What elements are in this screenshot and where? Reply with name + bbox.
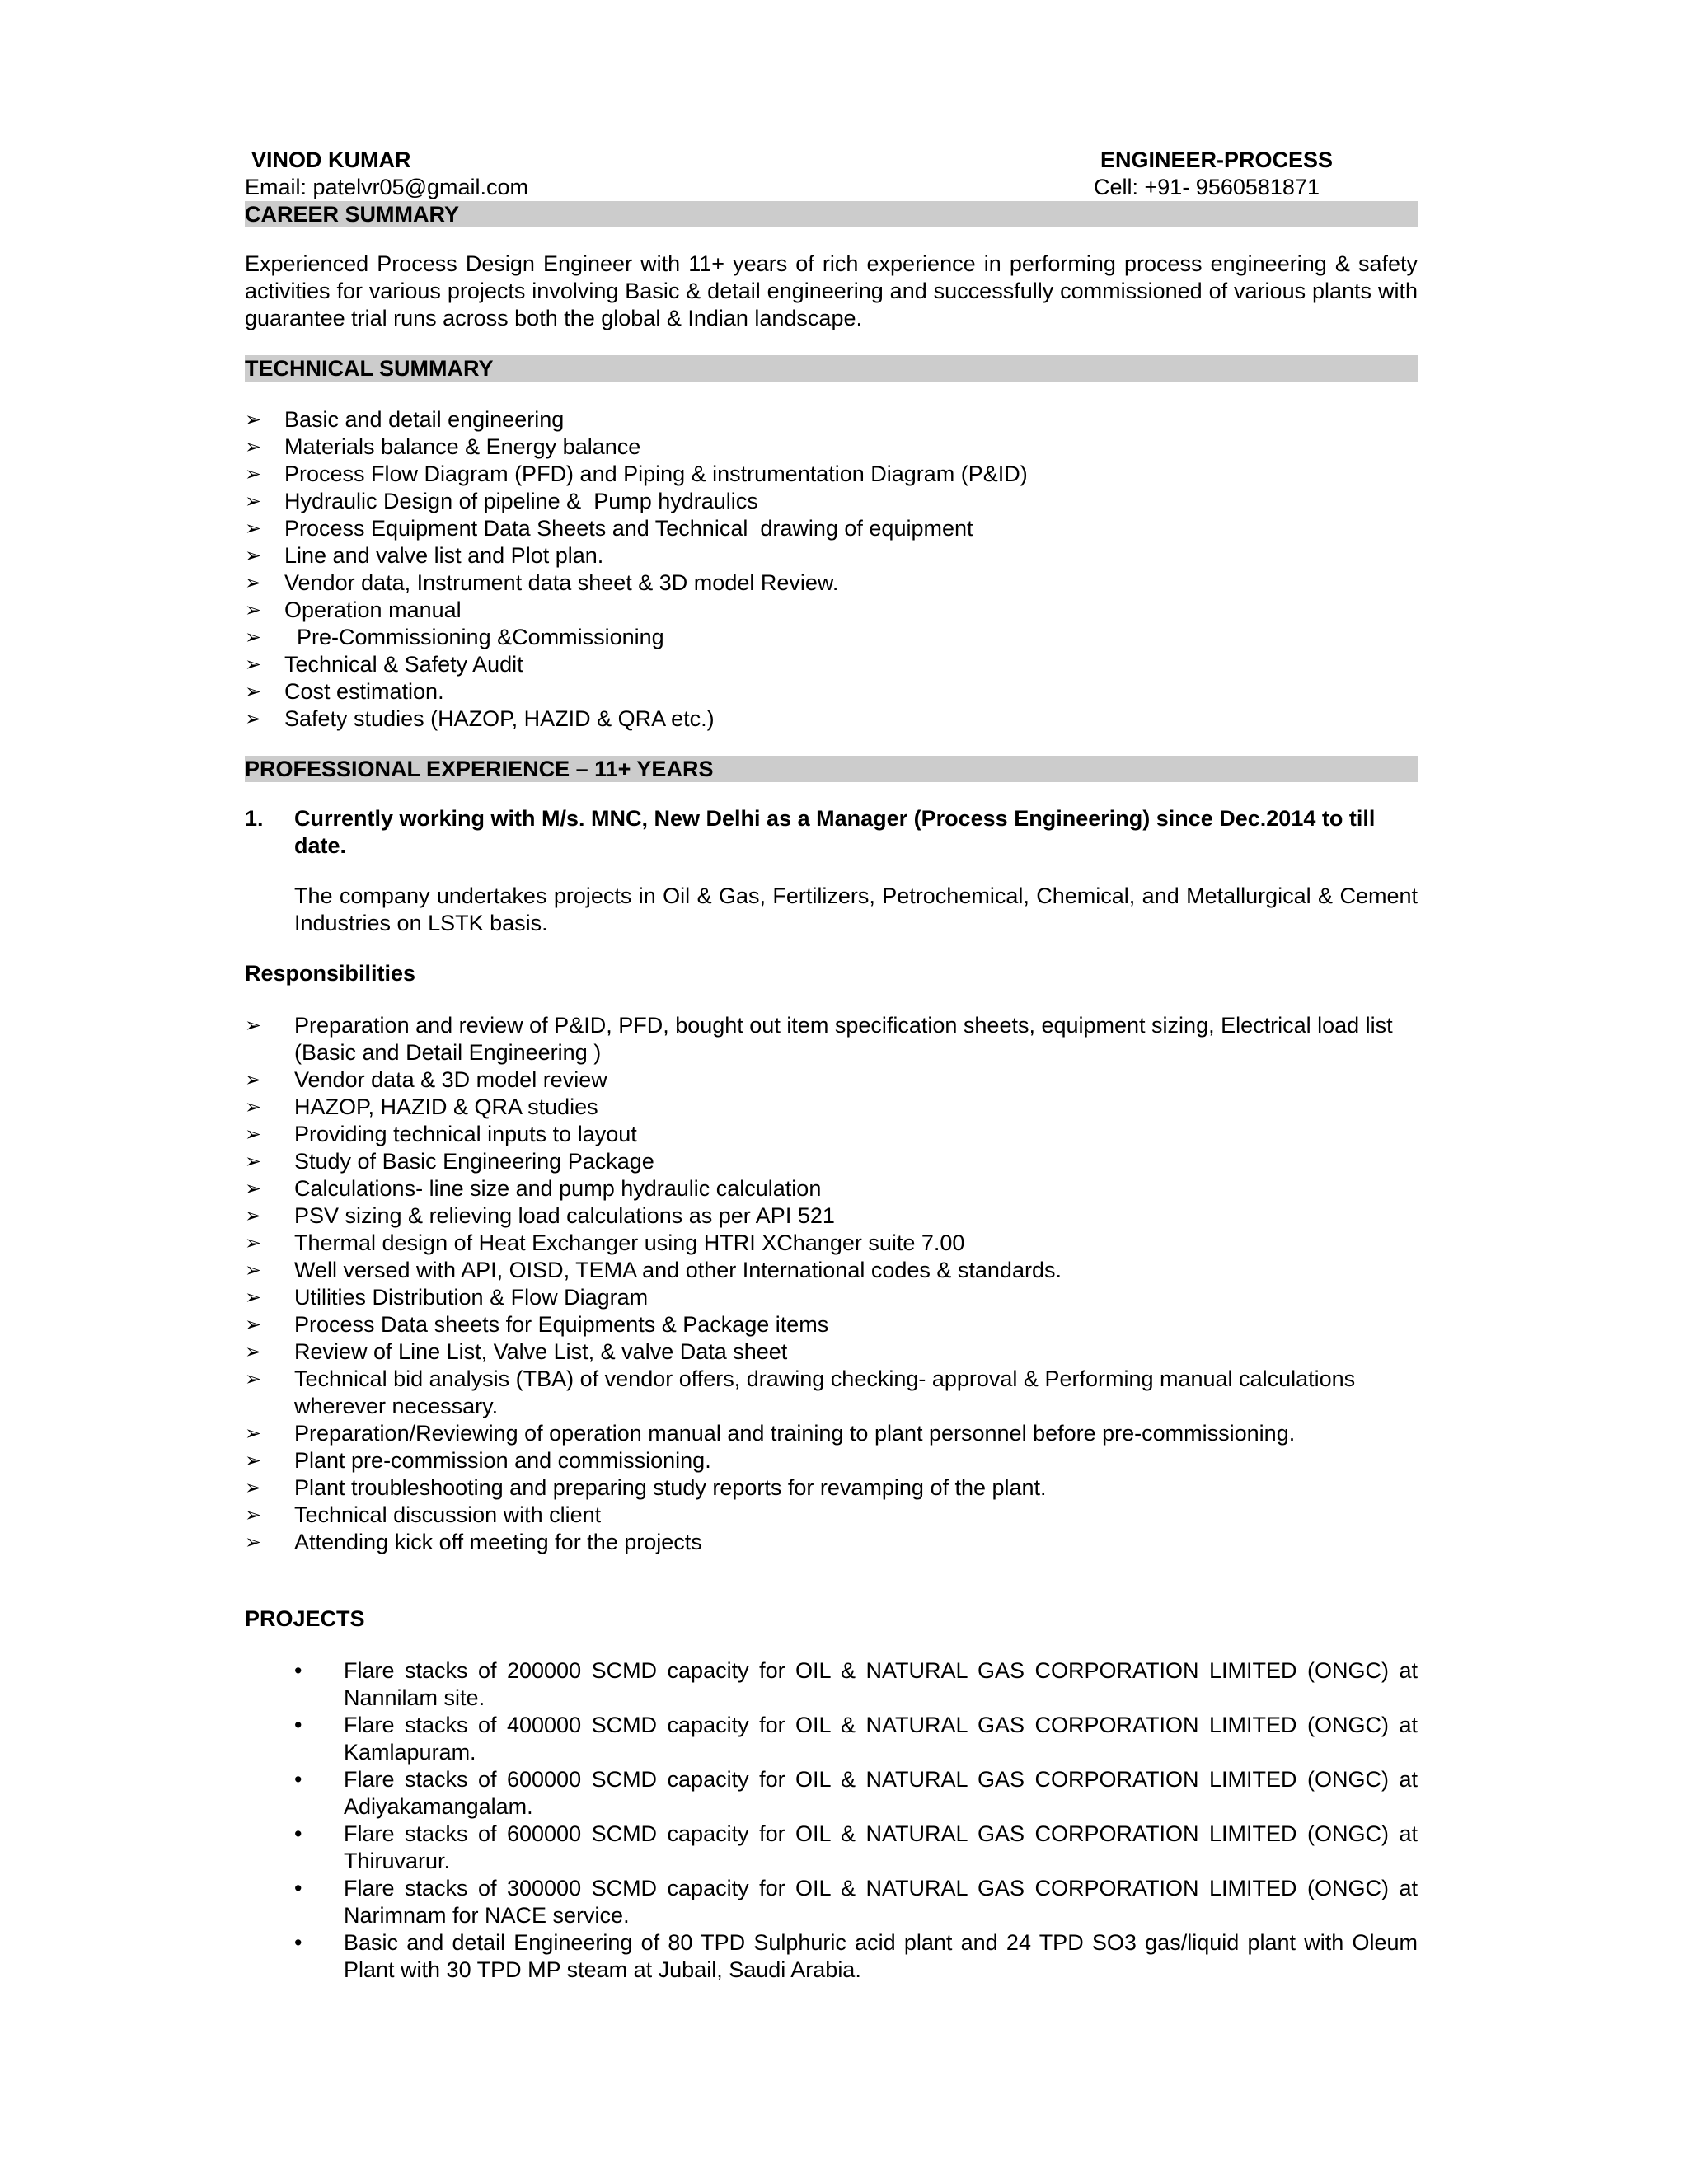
career-summary-text: Experienced Process Design Engineer with 11+ years of rich experience in performing process engineering & safety activities for various projects involving Basic & detail engineering and successfully commissioned of various plants with guarantee trial runs across both the global & Indian landscape. bbox=[245, 251, 1418, 330]
arrow-bullet-icon: ➢ bbox=[245, 654, 262, 676]
responsibility-item-text: PSV sizing & relieving load calculations as per API 521 bbox=[294, 1203, 835, 1228]
arrow-bullet-icon: ➢ bbox=[245, 1504, 262, 1526]
project-item bbox=[294, 1875, 1424, 1929]
technical-item bbox=[245, 705, 1418, 733]
arrow-bullet-icon: ➢ bbox=[245, 1259, 262, 1282]
responsibility-item bbox=[245, 1148, 1418, 1175]
responsibility-item bbox=[245, 1447, 1418, 1474]
responsibility-item bbox=[245, 1474, 1418, 1502]
technical-item bbox=[245, 461, 1418, 488]
arrow-bullet-icon: ➢ bbox=[245, 1015, 262, 1037]
experience-number: 1. bbox=[245, 806, 264, 831]
responsibility-item-text: Review of Line List, Valve List, & valve Data sheet bbox=[294, 1339, 788, 1364]
cell-text: Cell: +91- 9560581871 bbox=[1094, 175, 1320, 199]
projects-heading: PROJECTS bbox=[245, 1606, 365, 1631]
arrow-bullet-icon: ➢ bbox=[245, 1178, 262, 1200]
technical-item bbox=[245, 569, 1418, 597]
arrow-bullet-icon: ➢ bbox=[245, 1123, 262, 1146]
responsibility-item-text: Plant pre-commission and commissioning. bbox=[294, 1448, 711, 1473]
email-text: Email: patelvr05@gmail.com bbox=[245, 175, 529, 199]
responsibility-item-text: Providing technical inputs to layout bbox=[294, 1122, 637, 1146]
responsibility-item bbox=[245, 1175, 1418, 1202]
project-item-text: Flare stacks of 200000 SCMD capacity for OIL & NATURAL GAS CORPORATION LIMITED (ONGC) at Nannilam site. bbox=[344, 1658, 1424, 1710]
arrow-bullet-icon: ➢ bbox=[245, 1422, 262, 1445]
arrow-bullet-icon: ➢ bbox=[245, 490, 262, 513]
candidate-role: ENGINEER-PROCESS bbox=[1100, 148, 1334, 172]
arrow-bullet-icon: ➢ bbox=[245, 1286, 262, 1309]
responsibility-item bbox=[245, 1202, 1418, 1230]
arrow-bullet-icon: ➢ bbox=[245, 1531, 262, 1554]
technical-item-text: Technical & Safety Audit bbox=[284, 652, 523, 677]
arrow-bullet-icon: ➢ bbox=[245, 1151, 262, 1173]
header-row-1 bbox=[245, 147, 1418, 174]
technical-item-text: Cost estimation. bbox=[284, 679, 444, 704]
arrow-bullet-icon: ➢ bbox=[245, 436, 262, 458]
technical-item-text: Line and valve list and Plot plan. bbox=[284, 543, 604, 568]
arrow-bullet-icon: ➢ bbox=[245, 1314, 262, 1336]
responsibility-item-text: Well versed with API, OISD, TEMA and other International codes & standards. bbox=[294, 1258, 1062, 1282]
technical-item bbox=[245, 624, 1418, 651]
arrow-bullet-icon: ➢ bbox=[245, 1368, 262, 1390]
responsibility-item-text: Vendor data & 3D model review bbox=[294, 1067, 607, 1092]
experience-heading: PROFESSIONAL EXPERIENCE – 11+ YEARS bbox=[245, 756, 1418, 782]
responsibility-item-text: Calculations- line size and pump hydraulic calculation bbox=[294, 1176, 822, 1201]
technical-item bbox=[245, 678, 1418, 705]
responsibility-item bbox=[245, 1338, 1418, 1366]
project-item bbox=[294, 1821, 1424, 1875]
technical-item-text: Operation manual bbox=[284, 598, 462, 622]
project-item bbox=[294, 1766, 1423, 1821]
technical-item bbox=[245, 651, 1418, 678]
project-item-text: Flare stacks of 600000 SCMD capacity for OIL & NATURAL GAS CORPORATION LIMITED (ONGC) at Thiruvarur. bbox=[344, 1821, 1424, 1873]
candidate-name: VINOD KUMAR bbox=[251, 148, 411, 172]
technical-item-text: Materials balance & Energy balance bbox=[284, 434, 641, 459]
responsibility-item-text: Thermal design of Heat Exchanger using HTRI XChanger suite 7.00 bbox=[294, 1230, 965, 1255]
arrow-bullet-icon: ➢ bbox=[245, 681, 262, 703]
technical-item-text: Hydraulic Design of pipeline & Pump hydraulics bbox=[284, 489, 758, 513]
technical-item bbox=[245, 515, 1418, 542]
responsibility-item bbox=[245, 1311, 1418, 1338]
resume-page bbox=[245, 147, 1424, 1984]
project-item bbox=[294, 1929, 1424, 1984]
technical-item bbox=[245, 597, 1418, 624]
technical-item bbox=[245, 488, 1418, 515]
arrow-bullet-icon: ➢ bbox=[245, 1477, 262, 1499]
dot-bullet-icon: • bbox=[294, 1821, 302, 1846]
project-item bbox=[294, 1712, 1424, 1766]
project-item-text: Flare stacks of 400000 SCMD capacity for OIL & NATURAL GAS CORPORATION LIMITED (ONGC) at Kamlapuram. bbox=[344, 1713, 1424, 1765]
responsibility-item-text: Technical discussion with client bbox=[294, 1502, 602, 1527]
responsibilities-heading: Responsibilities bbox=[245, 961, 416, 986]
arrow-bullet-icon: ➢ bbox=[245, 1341, 262, 1363]
technical-item-text: Vendor data, Instrument data sheet & 3D model Review. bbox=[284, 570, 839, 595]
responsibility-item-text: Preparation and review of P&ID, PFD, bought out item specification sheets, equipment sizing, Electrical load list (Basic and Detail Engineering ) bbox=[294, 1013, 1400, 1065]
arrow-bullet-icon: ➢ bbox=[245, 572, 262, 594]
company-description: The company undertakes projects in Oil & Gas, Fertilizers, Petrochemical, Chemical, and Metallurgical & Cement Industries on LSTK basis. bbox=[294, 883, 1418, 935]
technical-item-text: Process Flow Diagram (PFD) and Piping & instrumentation Diagram (P&ID) bbox=[284, 462, 1028, 486]
responsibility-item-text: Study of Basic Engineering Package bbox=[294, 1149, 654, 1174]
responsibility-item bbox=[245, 1502, 1418, 1529]
responsibility-item bbox=[245, 1257, 1418, 1284]
header-row-2 bbox=[245, 174, 1418, 201]
technical-summary-list bbox=[245, 406, 1418, 733]
technical-item-text: Pre-Commissioning &Commissioning bbox=[284, 625, 664, 649]
responsibilities-list bbox=[245, 1012, 1418, 1556]
technical-item bbox=[245, 406, 1418, 434]
technical-item bbox=[245, 542, 1418, 569]
responsibility-item bbox=[245, 1066, 1418, 1094]
responsibility-item-text: Process Data sheets for Equipments & Package items bbox=[294, 1312, 829, 1337]
responsibility-item bbox=[245, 1121, 1418, 1148]
experience-entry bbox=[245, 805, 1418, 860]
technical-item-text: Safety studies (HAZOP, HAZID & QRA etc.) bbox=[284, 706, 715, 731]
responsibility-item bbox=[245, 1529, 1418, 1556]
responsibility-item-text: Preparation/Reviewing of operation manual and training to plant personnel before pre-commissioning. bbox=[294, 1421, 1296, 1446]
arrow-bullet-icon: ➢ bbox=[245, 626, 262, 649]
dot-bullet-icon: • bbox=[294, 1767, 302, 1792]
experience-job-title: Currently working with M/s. MNC, New Delhi as a Manager (Process Engineering) since Dec.2014 to till date. bbox=[294, 806, 1376, 858]
responsibility-item-text: Technical bid analysis (TBA) of vendor offers, drawing checking- approval & Performing manual calculations wherever necessary. bbox=[294, 1366, 1362, 1418]
responsibility-item-text: Plant troubleshooting and preparing study reports for revamping of the plant. bbox=[294, 1475, 1047, 1500]
arrow-bullet-icon: ➢ bbox=[245, 463, 262, 485]
responsibility-item bbox=[245, 1366, 1418, 1420]
arrow-bullet-icon: ➢ bbox=[245, 518, 262, 540]
responsibility-item bbox=[245, 1284, 1418, 1311]
technical-summary-heading: TECHNICAL SUMMARY bbox=[245, 355, 1418, 382]
responsibility-item-text: Utilities Distribution & Flow Diagram bbox=[294, 1285, 649, 1310]
technical-item-text: Basic and detail engineering bbox=[284, 407, 565, 432]
arrow-bullet-icon: ➢ bbox=[245, 409, 262, 431]
arrow-bullet-icon: ➢ bbox=[245, 1232, 262, 1254]
project-item-text: Flare stacks of 300000 SCMD capacity for OIL & NATURAL GAS CORPORATION LIMITED (ONGC) at Narimnam for NACE service. bbox=[344, 1876, 1424, 1928]
arrow-bullet-icon: ➢ bbox=[245, 1096, 262, 1118]
arrow-bullet-icon: ➢ bbox=[245, 708, 262, 730]
responsibility-item-text: Attending kick off meeting for the projects bbox=[294, 1530, 702, 1554]
arrow-bullet-icon: ➢ bbox=[245, 1069, 262, 1091]
dot-bullet-icon: • bbox=[294, 1713, 302, 1737]
arrow-bullet-icon: ➢ bbox=[245, 1450, 262, 1472]
project-item-text: Basic and detail Engineering of 80 TPD Sulphuric acid plant and 24 TPD SO3 gas/liquid plant with Oleum Plant with 30 TPD MP steam at Jubail, Saudi Arabia. bbox=[344, 1930, 1424, 1982]
project-item bbox=[294, 1657, 1424, 1712]
career-summary-heading: CAREER SUMMARY bbox=[245, 201, 1418, 227]
responsibility-item bbox=[245, 1012, 1418, 1066]
dot-bullet-icon: • bbox=[294, 1930, 302, 1955]
arrow-bullet-icon: ➢ bbox=[245, 545, 262, 567]
dot-bullet-icon: • bbox=[294, 1658, 302, 1683]
responsibility-item bbox=[245, 1230, 1418, 1257]
technical-item bbox=[245, 434, 1418, 461]
arrow-bullet-icon: ➢ bbox=[245, 1205, 262, 1227]
responsibility-item-text: HAZOP, HAZID & QRA studies bbox=[294, 1094, 598, 1119]
arrow-bullet-icon: ➢ bbox=[245, 599, 262, 621]
project-item-text: Flare stacks of 600000 SCMD capacity for OIL & NATURAL GAS CORPORATION LIMITED (ONGC) at Adiyakamangalam. bbox=[344, 1767, 1423, 1819]
projects-list bbox=[245, 1657, 1424, 1984]
responsibility-item bbox=[245, 1420, 1418, 1447]
responsibility-item bbox=[245, 1094, 1418, 1121]
technical-item-text: Process Equipment Data Sheets and Technical drawing of equipment bbox=[284, 516, 973, 541]
dot-bullet-icon: • bbox=[294, 1876, 302, 1900]
